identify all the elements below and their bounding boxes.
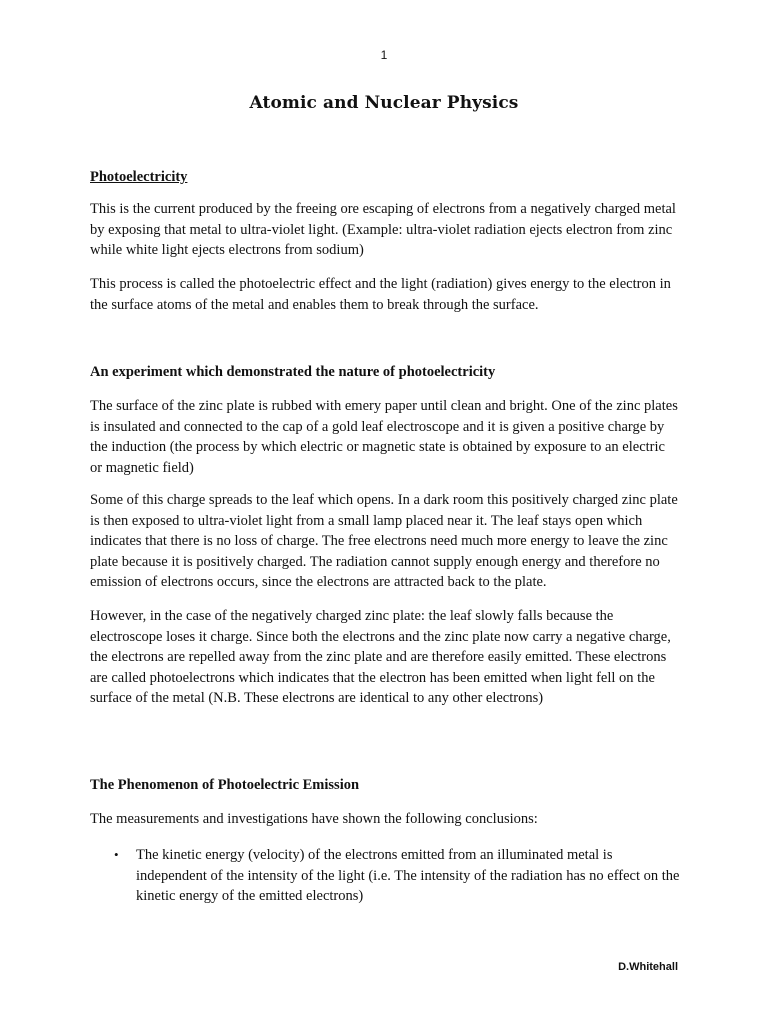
list-item	[90, 845, 680, 907]
paragraph: Some of this charge spreads to the leaf which opens. In a dark room this positively charged zinc plate is then exposed to ultra-violet light from a small lamp placed near it. The leaf stays open which indicates that there is no loss of charge. The free electrons need much more energy to leave the zinc plate because it is positively charged. The radiation cannot supply enough energy and therefore no emission of electrons occurs, since the electrons are attracted back to the plate.	[90, 492, 678, 590]
paragraph: However, in the case of the negatively charged zinc plate: the leaf slowly falls because the electroscope loses it charge. Since both the electrons and the zinc plate now carry a negative charge, the electrons are repelled away from the zinc plate and are therefore easily emitted. These electrons are called photoelectrons which indicates that the electron has been emitted when light fell on the surface of the metal (N.B. These electrons are identical to any other electrons)	[90, 608, 671, 706]
section-heading-phenomenon: The Phenomenon of Photoelectric Emission	[90, 777, 360, 793]
bullet-icon: •	[114, 847, 119, 862]
paragraph: This process is called the photoelectric effect and the light (radiation) gives energy to the electron in the surface atoms of the metal and enables them to break through the surface.	[90, 276, 671, 313]
paragraph: The surface of the zinc plate is rubbed with emery paper until clean and bright. One of the zinc plates is insulated and connected to the cap of a gold leaf electroscope and it is given a positive charge by the induction (the process by which electric or magnetic state is obtained by exposure to an electric or magnetic field)	[90, 398, 678, 476]
paragraph: The measurements and investigations have shown the following conclusions:	[90, 811, 538, 827]
section-heading-photoelectricity: Photoelectricity	[90, 169, 188, 185]
list-item-text: The kinetic energy (velocity) of the electrons emitted from an illuminated metal is independent of the intensity of the light (i.e. The intensity of the radiation has no effect on the kinetic energy of the emitted electrons)	[136, 847, 680, 904]
paragraph: This is the current produced by the freeing ore escaping of electrons from a negatively charged metal by exposing that metal to ultra-violet light. (Example: ultra-violet radiation ejects electron from zinc while white light ejects electrons from sodium)	[90, 201, 676, 258]
bullet-list	[90, 845, 680, 907]
author-footer: D.Whitehall	[618, 961, 678, 973]
document-title: Atomic and Nuclear Physics	[249, 93, 519, 113]
page-number: 1	[380, 48, 388, 62]
section-heading-experiment: An experiment which demonstrated the nature of photoelectricity	[90, 364, 496, 380]
